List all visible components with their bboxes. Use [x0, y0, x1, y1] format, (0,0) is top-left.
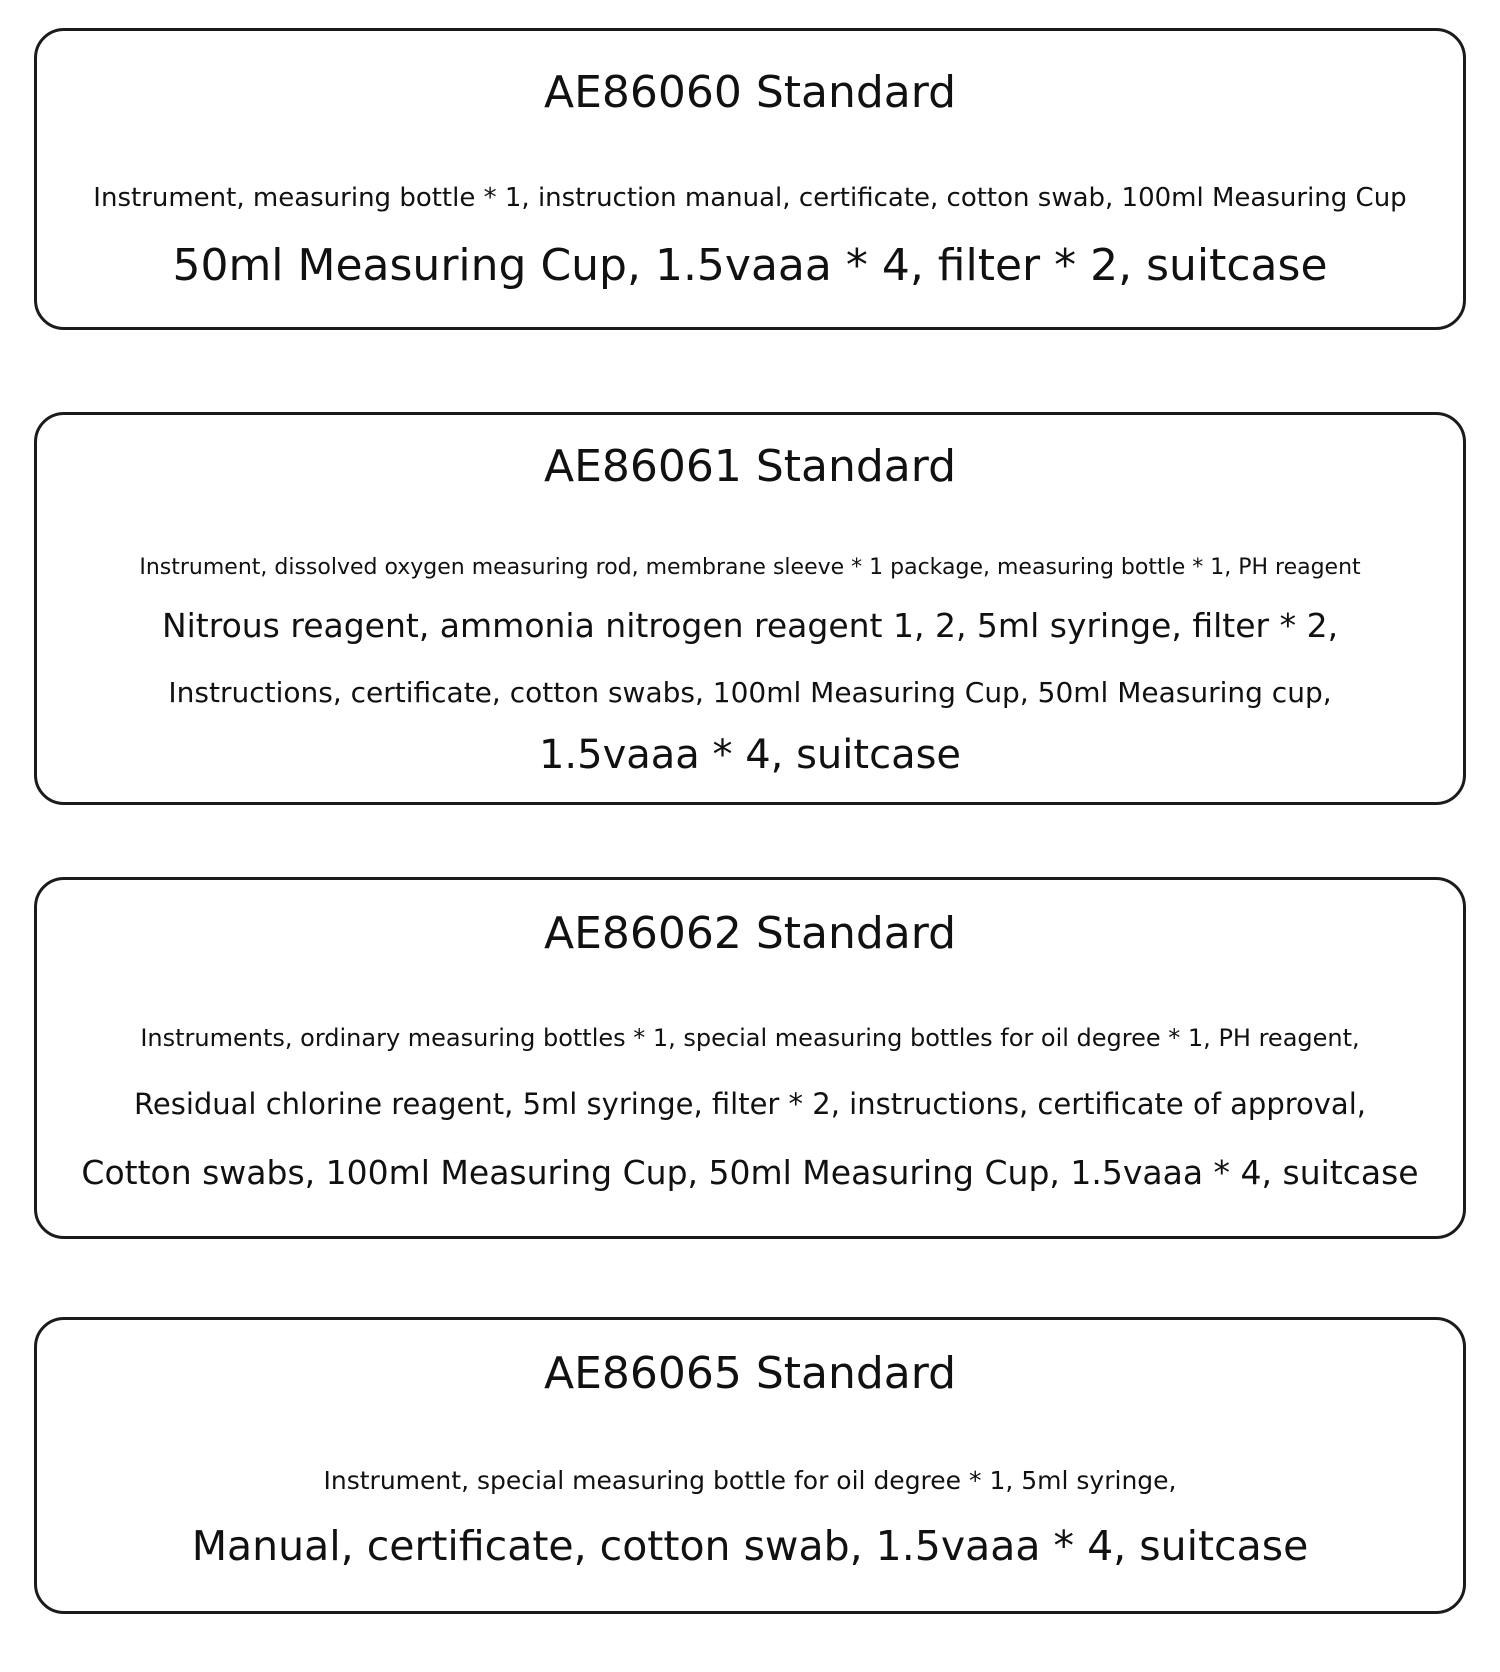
contents-line: Instrument, special measuring bottle for oil degree * 1, 5ml syringe, [323, 1466, 1177, 1495]
contents-line: Nitrous reagent, ammonia nitrogen reagent 1, 2, 5ml syringe, filter * 2, [161, 606, 1339, 645]
package-card-ae86065 [34, 1317, 1466, 1614]
contents-line: Instrument, dissolved oxygen measuring rod, membrane sleeve * 1 package, measuring bottle * 1, PH reagent [139, 555, 1361, 580]
card-title: AE86061 Standard [543, 441, 957, 492]
contents-line: Instruments, ordinary measuring bottles * 1, special measuring bottles for oil degree * 1, PH reagent, [140, 1024, 1360, 1052]
contents-line: 50ml Measuring Cup, 1.5vaaa * 4, filter * 2, suitcase [172, 240, 1328, 291]
contents-line: Cotton swabs, 100ml Measuring Cup, 50ml Measuring Cup, 1.5vaaa * 4, suitcase [81, 1153, 1419, 1192]
package-card-ae86061 [34, 412, 1466, 805]
contents-line: Instructions, certificate, cotton swabs, 100ml Measuring Cup, 50ml Measuring cup, [168, 676, 1332, 709]
card-title: AE86060 Standard [543, 67, 957, 118]
package-card-ae86060 [34, 28, 1466, 330]
contents-line: Manual, certificate, cotton swab, 1.5vaaa * 4, suitcase [191, 1522, 1309, 1570]
card-title: AE86065 Standard [543, 1348, 957, 1399]
card-title: AE86062 Standard [543, 908, 957, 959]
package-card-ae86062 [34, 877, 1466, 1239]
contents-line: Residual chlorine reagent, 5ml syringe, filter * 2, instructions, certificate of approval, [134, 1087, 1366, 1121]
contents-line: Instrument, measuring bottle * 1, instruction manual, certificate, cotton swab, 100ml Measuring Cup [93, 183, 1407, 213]
contents-line: 1.5vaaa * 4, suitcase [538, 732, 962, 778]
